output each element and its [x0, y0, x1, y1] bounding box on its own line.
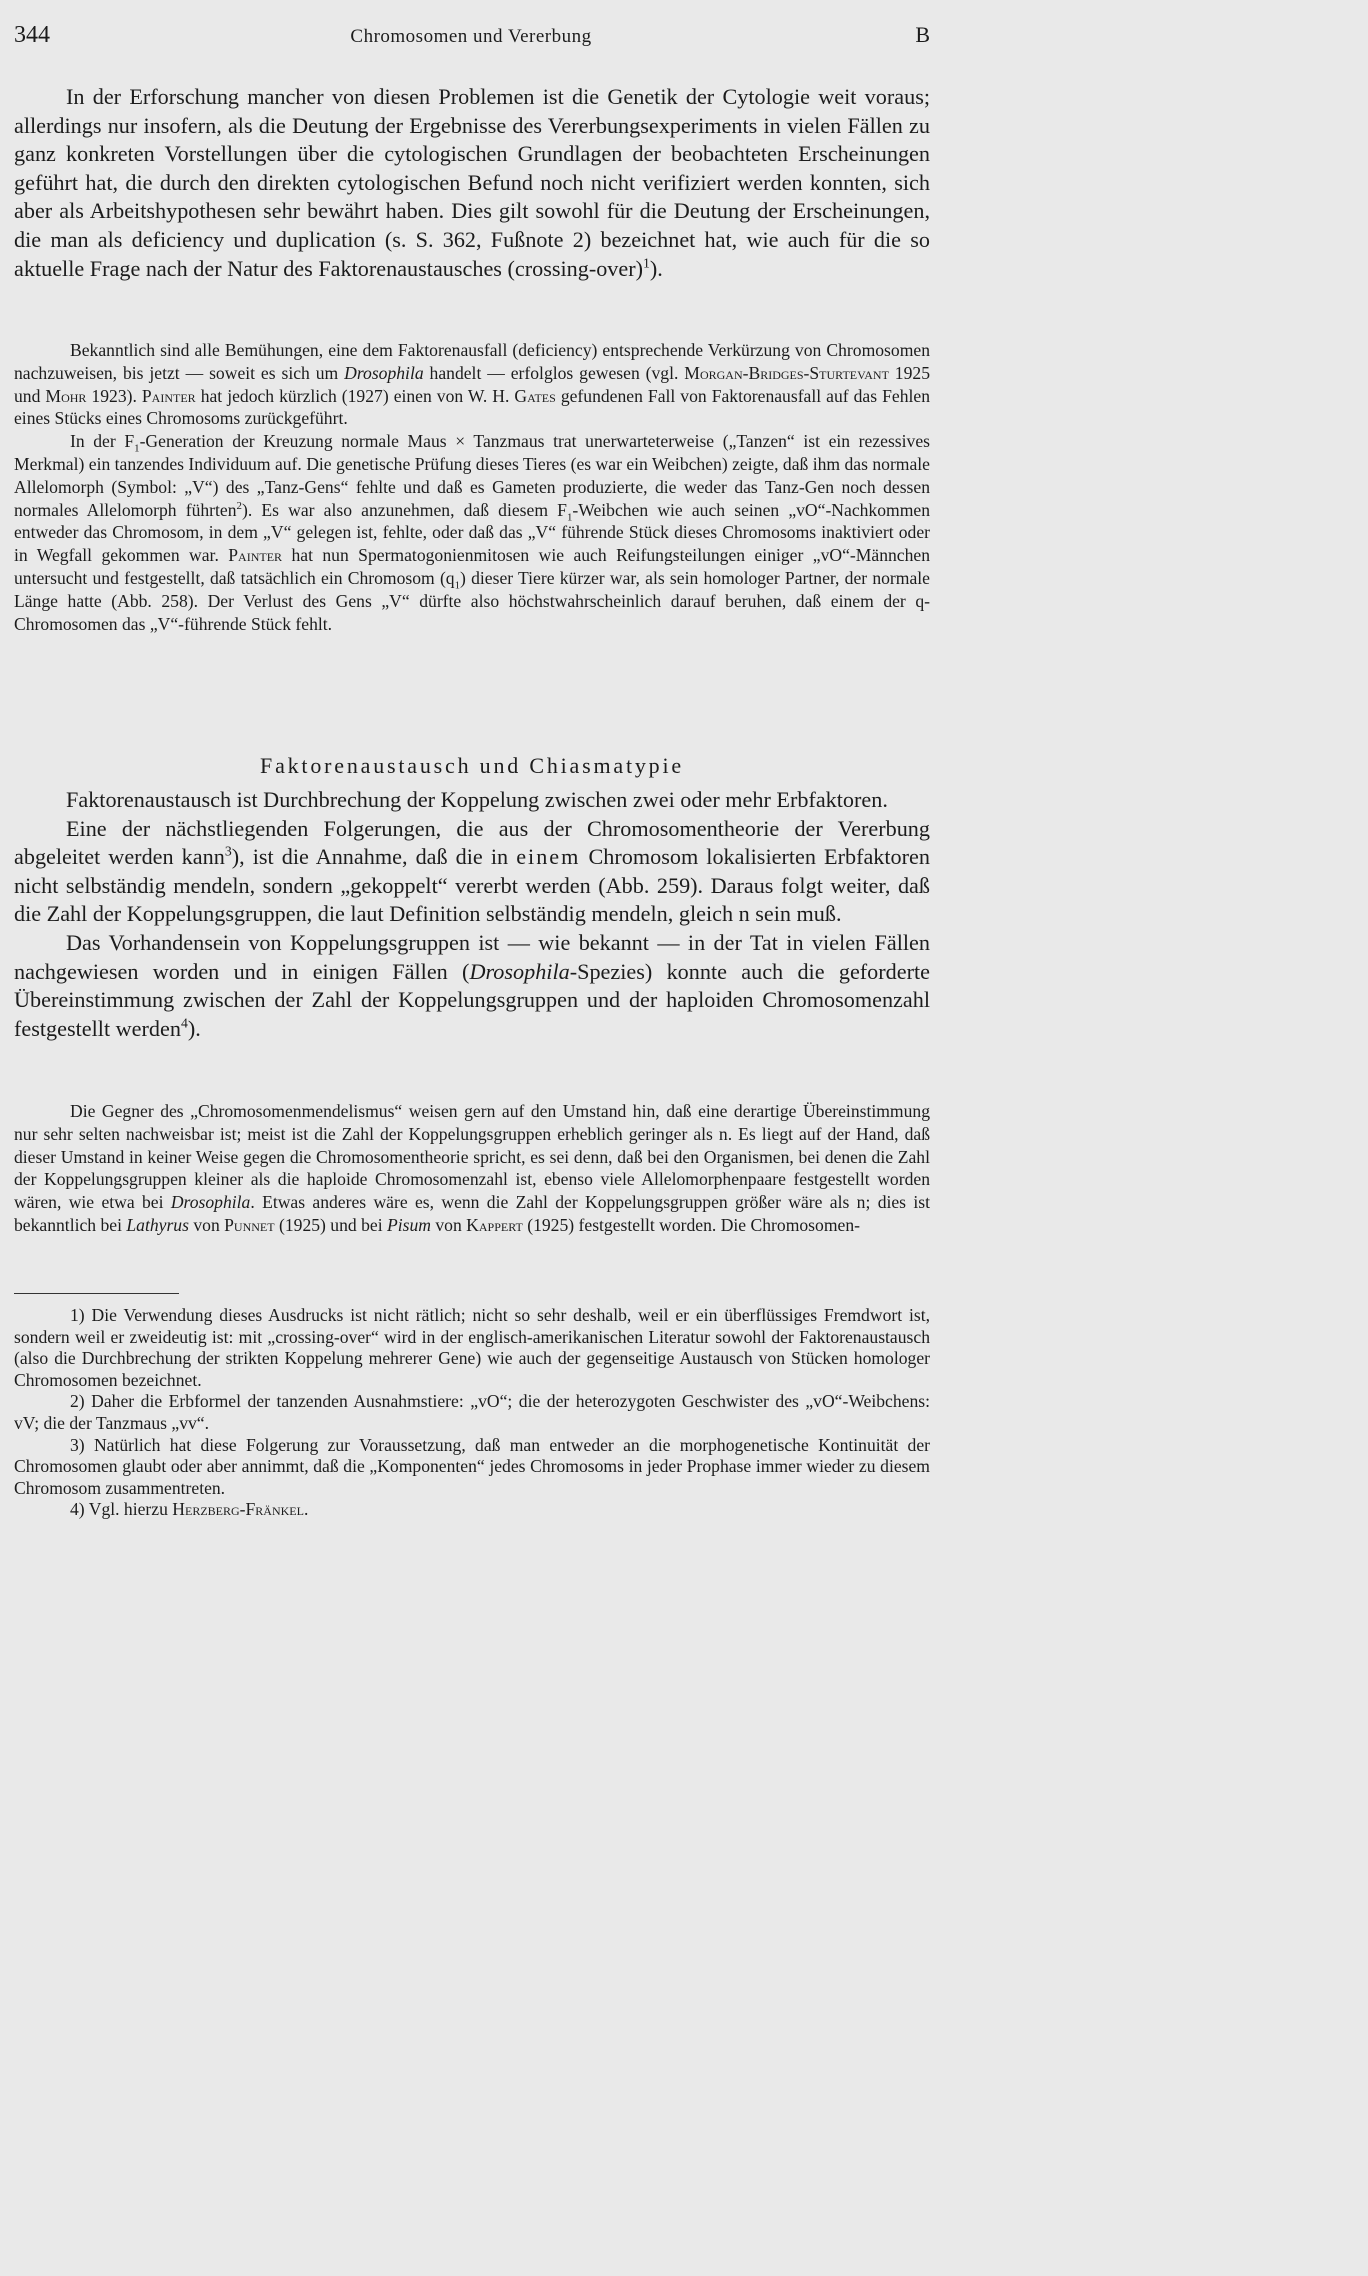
- running-header: [0, 22, 942, 52]
- footnote-2: 2) Daher die Erbformel der tanzenden Ausnahmstiere: „vO“; die der heterozygoten Geschwister des „vO“-Weibchens: vV; die der Tanzmaus „vv“.: [14, 1391, 930, 1433]
- section-letter: B: [915, 22, 930, 47]
- paragraph-koppelungsgruppen: Das Vorhandensein von Koppelungsgruppen ist — wie bekannt — in der Tat in vielen Fällen nachgewiesen worden und in einigen Fällen (Drosophila-Spezies) konnte auch die geforderte Übereinstimmung zwischen der Zahl der Koppelungsgruppen und der haploiden Chromosomenzahl festgestellt werden$^4$).: [14, 929, 931, 1041]
- footnote-4: 4) Vgl. hierzu Herzberg-Fränkel.: [70, 1499, 309, 1520]
- paragraph-gegner: Die Gegner des „Chromosomenmendelismus“ weisen gern auf den Umstand hin, daß eine derartige Übereinstimmung nur sehr selten nachweisbar ist; meist ist die Zahl der Koppelungsgruppen erheblich geringer als n. Es liegt auf der Hand, daß dieser Umstand in keiner Weise gegen die Chromosomentheorie spricht, es sei denn, daß bei den Organismen, bei denen die Zahl der Koppelungsgruppen kleiner als die haploide Chromosomenzahl ist, ebenso viele Allelomorphenpaare festgestellt worden wären, wie etwa bei Drosophila. Etwas anderes wäre es, wenn die Zahl der Koppelungsgruppen größer wäre als n; dies ist bekanntlich bei Lathyrus von Punnet (1925) und bei Pisum von Kappert (1925) festgestellt worden. Die Chromosomen-: [14, 1101, 930, 1235]
- smallprint-block-1: [14, 339, 930, 635]
- main-text-2: [14, 786, 930, 1043]
- paragraph-deficiency: Bekanntlich sind alle Bemühungen, eine dem Faktorenausfall (deficiency) entsprechende Verkürzung von Chromosomen nachzuweisen, bis jetzt — soweit es sich um Drosophila handelt — erfolglos gewesen (vgl. Morgan-Bridges-Sturtevant 1925 und Mohr 1923). Painter hat jedoch kürzlich (1927) einen von W. H. Gates gefundenen Fall von Faktorenausfall auf das Fehlen eines Stücks eines Chromosoms zurückgeführt.: [14, 340, 930, 429]
- main-text: [14, 83, 930, 283]
- paragraph-koppelung: Eine der nächstliegenden Folgerungen, die aus der Chromosomentheorie der Vererbung abgeleitet werden kann$^3$), ist die Annahme, daß die in einem Chromosom lokalisierten Erbfaktoren nicht selbständig mendeln, sondern „gekoppelt“ vererbt werden (Abb. 259). Daraus folgt weiter, daß die Zahl der Koppelungsgruppen, die laut Definition selbständig mendeln, gleich n sein muß.: [14, 815, 930, 927]
- footnote-rule: [14, 1293, 179, 1294]
- footnote-3: 3) Natürlich hat diese Folgerung zur Voraussetzung, daß man entweder an die morphogenetische Kontinuität der Chromosomen glaubt oder aber annimmt, daß die „Komponenten“ jedes Chromosoms in jeder Prophase immer wieder zu diesem Chromosom zusammentreten.: [14, 1434, 930, 1498]
- section-heading: Faktorenaustausch und Chiasmatypie: [260, 753, 684, 778]
- smallprint-block-2: [14, 1100, 930, 1237]
- book-page: [0, 0, 942, 1568]
- footnote-1: 1) Die Verwendung dieses Ausdrucks ist nicht rätlich; nicht so sehr deshalb, weil er ein überflüssiges Fremdwort ist, sondern weil er zweideutig ist: mit „crossing-over“ wird in der englisch-amerikanischen Literatur sowohl der Faktorenaustausch (also die Durchbrechung der strikten Koppelung mehrerer Gene) wie auch der gegenseitige Austausch von Stücken homologer Chromosomen bezeichnet.: [14, 1305, 930, 1390]
- section-heading-block: [14, 753, 930, 779]
- paragraph-tanzmaus: In der $F_1$-Generation der Kreuzung normale Maus × Tanzmaus trat unerwarteterweise („Tanzen“ ist ein rezessives Merkmal) ein tanzendes Individuum auf. Die genetische Prüfung dieses Tieres (es war ein Weibchen) zeigte, daß ihm das normale Allelomorph (Symbol: „V“) des „Tanz-Gens“ fehlte und daß es Gameten produzierte, die weder das Tanz-Gen noch dessen normales Allelomorph führten$^2$). Es war also anzunehmen, daß diesem $F_1$-Weibchen wie auch seinen „vO“-Nachkommen entweder das Chromosom, in dem „V“ gelegen ist, fehlte, oder daß das „V“ führende Stück dieses Chromosoms inaktiviert oder in Wegfall gekommen war. Painter hat nun Spermatogonienmitosen wie auch Reifungsteilungen einiger „vO“-Männchen untersucht und festgestellt, daß tatsächlich ein Chromosom $(q_1)$ dieser Tiere kürzer war, als sein homologer Partner, der normale Länge hatte (Abb. 258). Der Verlust des Gens „V“ dürfte also höchstwahrscheinlich darauf beruhen, daß einem der q-Chromosomen das „V“-führende Stück fehlt.: [14, 431, 930, 634]
- paragraph-intro: In der Erforschung mancher von diesen Problemen ist die Genetik der Cytologie weit voraus; allerdings nur insofern, als die Deutung der Ergebnisse des Vererbungsexperiments in vielen Fällen zu ganz konkreten Vorstellungen über die cytologischen Grundlagen der beobachteten Erscheinungen geführt hat, die durch den direkten cytologischen Befund noch nicht verifiziert werden konnten, sich aber als Arbeitshypothesen sehr bewährt haben. Dies gilt sowohl für die Deutung der Erscheinungen, die man als deficiency und duplication (s. S. 362, Fußnote 2) bezeichnet hat, wie auch für die so aktuelle Frage nach der Natur des Faktorenaustausches (crossing-over)$^1$).: [14, 84, 930, 281]
- page-number: 344: [14, 22, 50, 48]
- footnotes: [14, 1305, 930, 1521]
- running-title: Chromosomen und Vererbung: [350, 26, 592, 47]
- paragraph-definition: Faktorenaustausch ist Durchbrechung der Koppelung zwischen zwei oder mehr Erbfaktoren.: [66, 787, 888, 812]
